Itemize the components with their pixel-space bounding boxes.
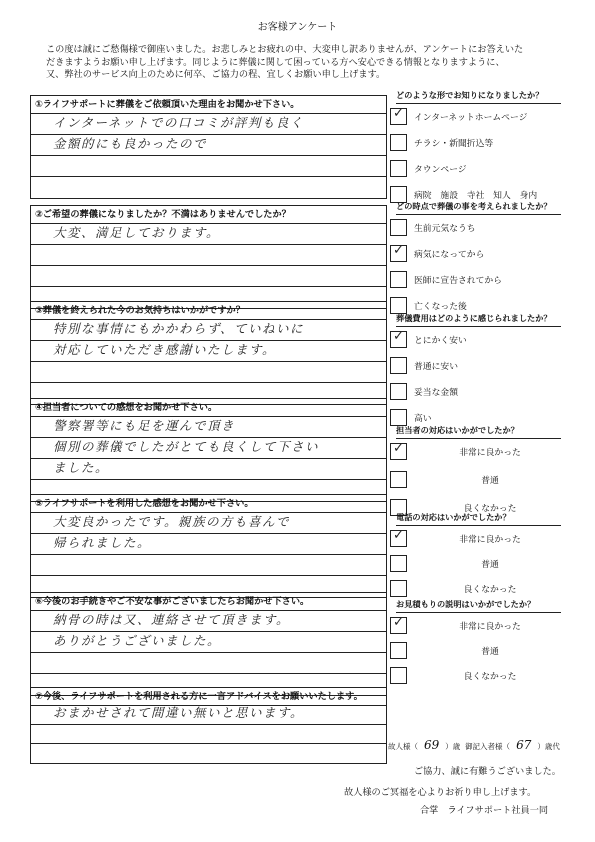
- survey-heading: 葬儀費用はどのように感じられましたか？: [396, 313, 561, 327]
- question-label: ⑥今後のお手続きやご不安な事がございましたらお聞かせ下さい。: [31, 593, 386, 611]
- handwritten-answer: おまかせされて間違い無いと思います。: [53, 705, 305, 720]
- option-label: 医師に宣告されてから: [414, 276, 502, 286]
- answer-line[interactable]: [31, 135, 386, 156]
- answer-line[interactable]: [31, 177, 386, 198]
- survey-heading: お見積もりの説明はいかがでしたか？: [396, 599, 561, 613]
- question-box: [30, 592, 387, 696]
- signature-text: 合掌 ライフサポート社員一同: [420, 805, 549, 816]
- answer-line[interactable]: [31, 362, 386, 383]
- age-line: [388, 738, 560, 752]
- survey-option[interactable]: [390, 160, 565, 177]
- answer-line[interactable]: [31, 534, 386, 555]
- question-label: ②ご希望の葬儀になりましたか？不満はありませんでしたか？: [31, 206, 386, 224]
- option-label: 普通に安い: [414, 362, 458, 372]
- survey-option[interactable]: [390, 642, 565, 659]
- answer-line[interactable]: [31, 114, 386, 135]
- option-label: 普通: [481, 647, 499, 657]
- checkbox[interactable]: [390, 471, 407, 488]
- checkbox[interactable]: [390, 357, 407, 374]
- option-label: 非常に良かった: [459, 622, 521, 632]
- handwritten-answer: 対応していただき感謝いたします。: [53, 342, 277, 357]
- handwritten-answer: 帰られました。: [53, 535, 152, 550]
- option-label: 生前元気なうち: [414, 224, 476, 234]
- survey-option[interactable]: [390, 271, 565, 288]
- handwritten-answer: 納骨の時は又、連絡させて頂きます。: [53, 612, 291, 627]
- checkbox[interactable]: [390, 271, 407, 288]
- handwritten-answer: 特別な事情にもかかわらず、ていねいに: [53, 321, 305, 336]
- answer-line[interactable]: [31, 245, 386, 266]
- intro-line: 又、弊社のサービス向上のために何卒、ご協力の程、宜しくお願い申し上げます。: [46, 69, 386, 80]
- handwritten-answer: 大変良かったです。親族の方も喜んで: [53, 514, 291, 529]
- handwritten-answer: 警察署等にも足を運んで頂き: [53, 418, 236, 433]
- handwritten-answer: 大変、満足しております。: [53, 225, 221, 240]
- handwritten-answer: ました。: [53, 460, 110, 475]
- intro-line: この度は誠にご愁傷様で御座いました。お悲しみとお疲れの中、大変申し訳ありませんが、アンケートにお答えいた: [46, 44, 524, 55]
- checkbox[interactable]: [390, 667, 407, 684]
- answer-line[interactable]: [31, 653, 386, 674]
- writer-age-value[interactable]: 67: [516, 738, 532, 752]
- option-label: 非常に良かった: [459, 535, 521, 545]
- answer-line[interactable]: [31, 744, 386, 763]
- checkbox[interactable]: [390, 134, 407, 151]
- question-box: [30, 205, 387, 309]
- answer-line[interactable]: [31, 156, 386, 177]
- check-mark-icon: ✓: [393, 528, 404, 543]
- survey-heading: 担当者の対応はいかがでしたか？: [396, 425, 561, 439]
- survey-heading: どのような形でお知りになりましたか？: [396, 90, 561, 104]
- survey-option[interactable]: [390, 580, 565, 597]
- intro-line: だきますようお願い申し上げます。同じように葬儀に関して困っている方へ安心できる情報となりますように、: [46, 56, 505, 68]
- answer-line[interactable]: [31, 555, 386, 576]
- page-title: お客様アンケート: [257, 22, 338, 33]
- question-box: [30, 301, 387, 405]
- handwritten-answer: 個別の葬儀でしたがとても良くして下さい: [53, 439, 320, 454]
- option-label: チラシ・新聞折込等: [414, 139, 494, 149]
- survey-option[interactable]: [390, 409, 565, 426]
- checkbox[interactable]: [390, 642, 407, 659]
- answer-line[interactable]: [31, 725, 386, 744]
- closing-text: 故人様のご冥福を心よりお祈り申し上げます。: [344, 787, 537, 798]
- survey-option[interactable]: [390, 667, 565, 684]
- option-label: 高い: [414, 414, 432, 424]
- writer-age-label: 御記入者様（: [465, 742, 511, 751]
- option-label: とにかく安い: [414, 336, 467, 346]
- option-label: 病気になってから: [414, 250, 485, 260]
- option-label: インターネットホームページ: [414, 113, 528, 123]
- answer-line[interactable]: [31, 320, 386, 341]
- handwritten-answer: インターネットでの口コミが評判も良く: [53, 115, 304, 130]
- answer-line[interactable]: [31, 611, 386, 632]
- question-label: ⑦今後、ライフサポートを利用される方に一言アドバイスをお願いいたします。: [31, 688, 386, 706]
- option-label: タウンページ: [414, 165, 467, 175]
- option-label: 良くなかった: [463, 504, 517, 514]
- answer-line[interactable]: [31, 706, 386, 725]
- check-mark-icon: ✓: [393, 329, 404, 344]
- checkbox[interactable]: [390, 530, 407, 547]
- survey-option[interactable]: [390, 245, 565, 262]
- question-label: ①ライフサポートに葬儀をご依頼頂いた理由をお聞かせ下さい。: [31, 96, 386, 114]
- checkbox[interactable]: [390, 297, 407, 314]
- check-mark-icon: ✓: [393, 106, 404, 121]
- checkbox[interactable]: [390, 160, 407, 177]
- checkbox[interactable]: [390, 108, 407, 125]
- answer-line[interactable]: [31, 438, 386, 459]
- answer-line[interactable]: [31, 224, 386, 245]
- checkbox[interactable]: [390, 617, 407, 634]
- answer-line[interactable]: [31, 266, 386, 287]
- survey-option[interactable]: [390, 383, 565, 400]
- survey-heading: 電話の対応はいかがでしたか？: [396, 512, 561, 526]
- survey-option[interactable]: [390, 331, 565, 348]
- option-label: 非常に良かった: [459, 448, 521, 458]
- option-label: 妥当な金額: [414, 388, 458, 398]
- checkbox[interactable]: [390, 383, 407, 400]
- checkbox[interactable]: [390, 331, 407, 348]
- handwritten-answer: 金額的にも良かったので: [53, 136, 208, 151]
- question-box: [30, 494, 387, 598]
- question-label: ④担当者についての感想をお聞かせ下さい。: [31, 399, 386, 417]
- question-label: ③葬儀を終えられた今のお気持ちはいかがですか？: [31, 302, 386, 320]
- option-label: 病院 施設 寺社 知人 身内: [414, 191, 538, 201]
- writer-age-unit: ）歳代: [537, 742, 560, 751]
- answer-line[interactable]: [31, 417, 386, 438]
- deceased-age-value[interactable]: 69: [424, 738, 440, 752]
- option-label: 良くなかった: [463, 672, 517, 682]
- survey-option[interactable]: [390, 471, 565, 488]
- survey-option[interactable]: [390, 134, 565, 151]
- survey-option[interactable]: [390, 108, 565, 125]
- answer-line[interactable]: [31, 513, 386, 534]
- checkbox[interactable]: [390, 555, 407, 572]
- survey-option[interactable]: [390, 530, 565, 547]
- check-mark-icon: ✓: [393, 441, 404, 456]
- checkbox[interactable]: [390, 443, 407, 460]
- intro-text: [46, 44, 566, 82]
- checkbox[interactable]: [390, 219, 407, 236]
- deceased-age-label: 故人様（: [388, 742, 418, 751]
- survey-option[interactable]: [390, 443, 565, 460]
- handwritten-answer: ありがとうございました。: [53, 633, 222, 648]
- answer-line[interactable]: [31, 459, 386, 480]
- survey-option[interactable]: [390, 219, 565, 236]
- checkbox[interactable]: [390, 409, 407, 426]
- option-label: 亡くなった後: [414, 302, 467, 312]
- checkbox[interactable]: [390, 245, 407, 262]
- checkbox[interactable]: [390, 580, 407, 597]
- survey-option[interactable]: [390, 357, 565, 374]
- question-label: ⑤ライフサポートを利用した感想をお聞かせ下さい。: [31, 495, 386, 513]
- option-label: 普通: [481, 476, 499, 486]
- survey-heading: どの時点で葬儀の事を考えられましたか？: [396, 201, 561, 215]
- survey-option[interactable]: [390, 297, 565, 314]
- survey-option[interactable]: [390, 617, 565, 634]
- question-box: [30, 398, 387, 502]
- question-box: [30, 687, 387, 764]
- option-label: 良くなかった: [463, 585, 517, 595]
- answer-line[interactable]: [31, 341, 386, 362]
- thanks-text: ご協力、誠に有難うございました。: [414, 766, 561, 777]
- question-box: [30, 95, 387, 199]
- check-mark-icon: ✓: [393, 615, 404, 630]
- answer-line[interactable]: [31, 632, 386, 653]
- deceased-age-unit: ）歳: [445, 742, 461, 751]
- option-label: 普通: [481, 560, 499, 570]
- check-mark-icon: ✓: [393, 243, 404, 258]
- survey-option[interactable]: [390, 555, 565, 572]
